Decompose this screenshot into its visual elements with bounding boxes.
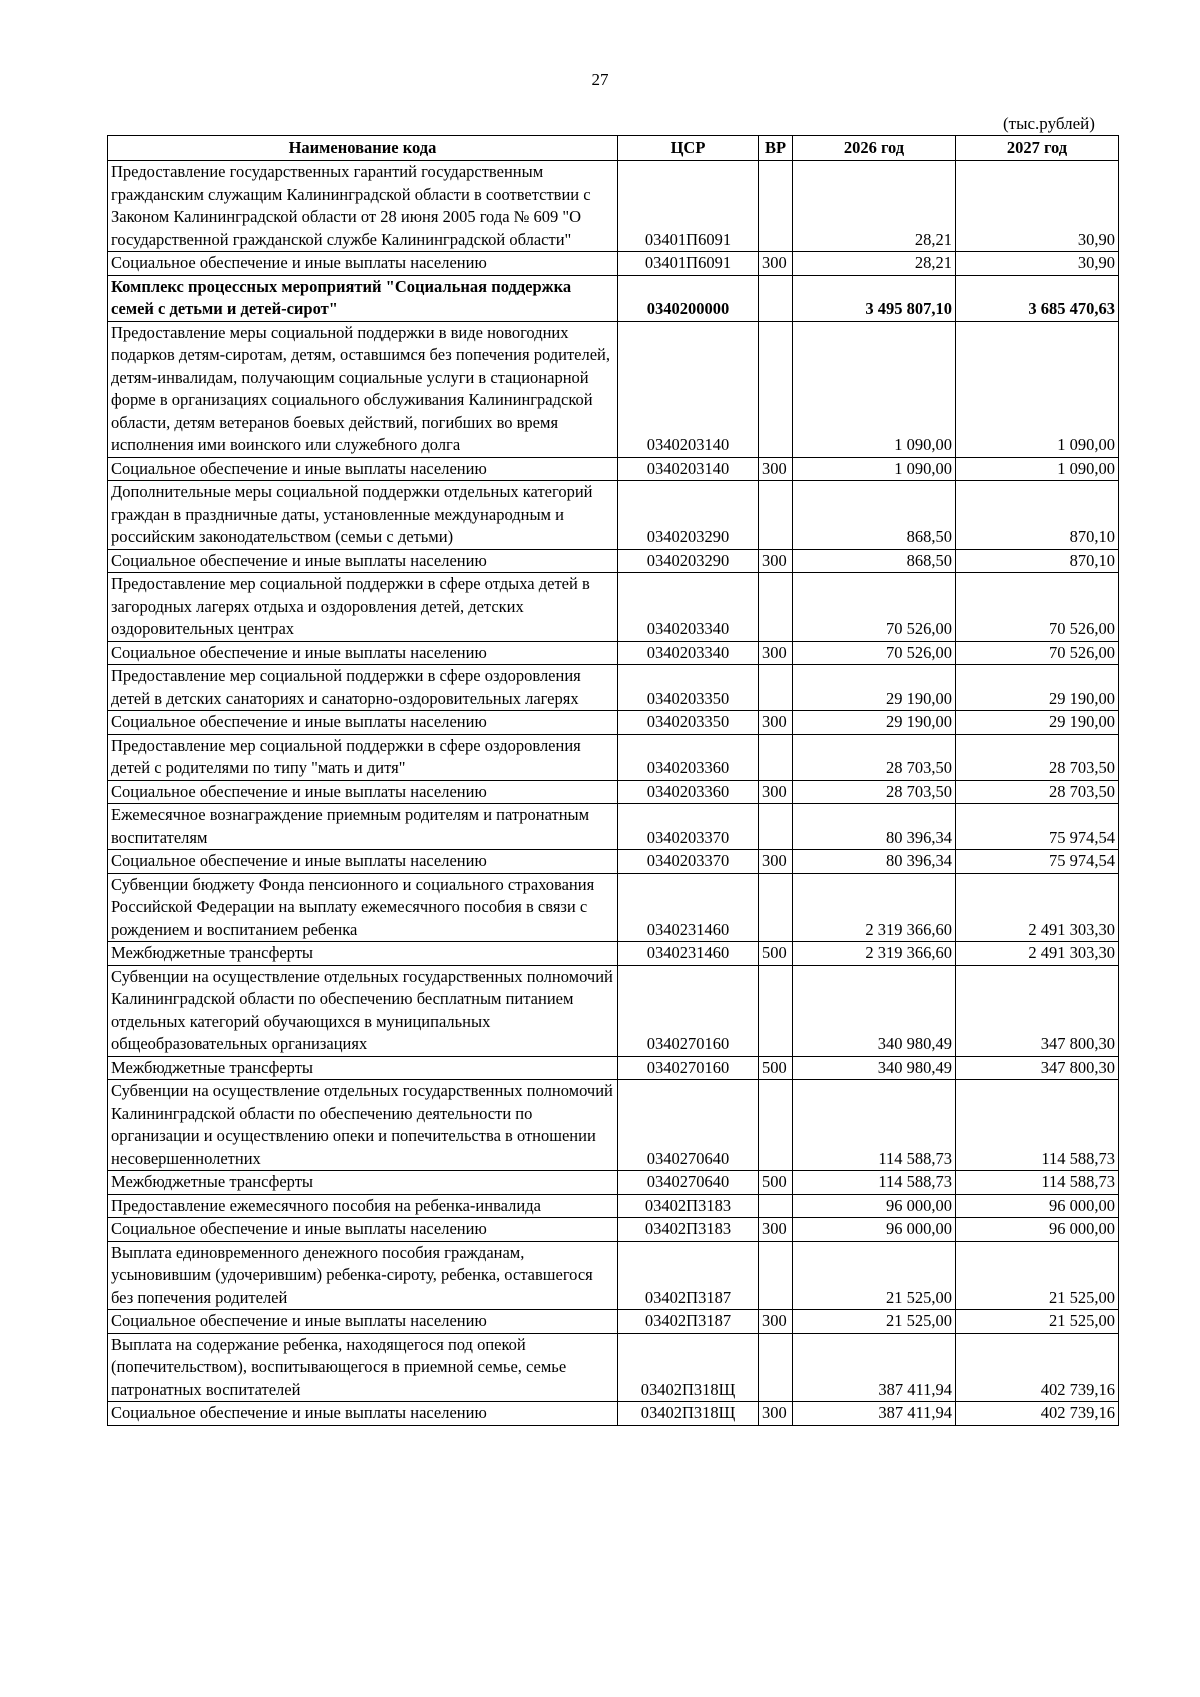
row-2027-cell: 30,90: [956, 252, 1119, 276]
row-csr-cell: 0340203360: [618, 734, 759, 780]
row-2026-cell: 28,21: [793, 252, 956, 276]
row-2026-cell: 21 525,00: [793, 1310, 956, 1334]
row-csr-cell: 0340270160: [618, 1056, 759, 1080]
row-vr-cell: [759, 481, 793, 550]
row-name-cell: Субвенции на осуществление отдельных государственных полномочий Калининградской области по обеспечению деятельности по организации и осуществлению опеки и попечительства в отношении несовершеннолетних: [108, 1080, 618, 1171]
row-name-cell: Социальное обеспечение и иные выплаты населению: [108, 1402, 618, 1426]
row-2026-cell: 28 703,50: [793, 780, 956, 804]
row-vr-cell: 500: [759, 1056, 793, 1080]
row-2027-cell: 402 739,16: [956, 1333, 1119, 1402]
row-name-cell: Социальное обеспечение и иные выплаты населению: [108, 850, 618, 874]
row-csr-cell: 0340203340: [618, 641, 759, 665]
row-csr-cell: 03402П3183: [618, 1194, 759, 1218]
row-csr-cell: 03401П6091: [618, 161, 759, 252]
row-vr-cell: [759, 965, 793, 1056]
row-2026-cell: 2 319 366,60: [793, 873, 956, 942]
row-2027-cell: 21 525,00: [956, 1241, 1119, 1310]
row-name-cell: Межбюджетные трансферты: [108, 1056, 618, 1080]
row-2026-cell: 340 980,49: [793, 965, 956, 1056]
row-2027-cell: 3 685 470,63: [956, 275, 1119, 321]
row-csr-cell: 03402П3187: [618, 1241, 759, 1310]
table-row: [108, 1241, 1119, 1310]
row-vr-cell: 300: [759, 457, 793, 481]
row-vr-cell: 300: [759, 641, 793, 665]
row-2027-cell: 114 588,73: [956, 1080, 1119, 1171]
header-2027: 2027 год: [956, 136, 1119, 161]
row-name-cell: Выплата на содержание ребенка, находящегося под опекой (попечительством), воспитывающегося в приемной семье, семье патронатных воспитателей: [108, 1333, 618, 1402]
row-2026-cell: 28 703,50: [793, 734, 956, 780]
row-2027-cell: 29 190,00: [956, 665, 1119, 711]
row-2027-cell: 1 090,00: [956, 321, 1119, 457]
table-row: [108, 457, 1119, 481]
row-2027-cell: 28 703,50: [956, 780, 1119, 804]
row-csr-cell: 03402П318Щ: [618, 1333, 759, 1402]
row-2026-cell: 70 526,00: [793, 641, 956, 665]
row-name-cell: Предоставление государственных гарантий государственным гражданским служащим Калининградской области в соответствии с Законом Калининградской области от 28 июня 2005 года № 609 "О государственной гражданской службе Калининградской области": [108, 161, 618, 252]
table-row: [108, 734, 1119, 780]
row-name-cell: Межбюджетные трансферты: [108, 942, 618, 966]
row-2026-cell: 29 190,00: [793, 665, 956, 711]
row-2026-cell: 2 319 366,60: [793, 942, 956, 966]
row-2026-cell: 3 495 807,10: [793, 275, 956, 321]
row-2026-cell: 80 396,34: [793, 804, 956, 850]
row-csr-cell: 03401П6091: [618, 252, 759, 276]
row-2027-cell: 30,90: [956, 161, 1119, 252]
row-2027-cell: 1 090,00: [956, 457, 1119, 481]
header-vr: ВР: [759, 136, 793, 161]
row-2027-cell: 402 739,16: [956, 1402, 1119, 1426]
row-2026-cell: 387 411,94: [793, 1402, 956, 1426]
header-row: [108, 136, 1119, 161]
row-name-cell: Субвенции бюджету Фонда пенсионного и социального страхования Российской Федерации на выплату ежемесячного пособия в связи с рождением и воспитанием ребенка: [108, 873, 618, 942]
row-name-cell: Комплекс процессных мероприятий "Социальная поддержка семей с детьми и детей-сирот": [108, 275, 618, 321]
units-label: (тыс.рублей): [1003, 114, 1095, 133]
row-csr-cell: 0340203360: [618, 780, 759, 804]
table-row: [108, 804, 1119, 850]
row-name-cell: Субвенции на осуществление отдельных государственных полномочий Калининградской области по обеспечению бесплатным питанием отдельных категорий обучающихся в муниципальных общеобразовательных организациях: [108, 965, 618, 1056]
row-csr-cell: 0340203290: [618, 481, 759, 550]
row-name-cell: Предоставление меры социальной поддержки в виде новогодних подарков детям-сиротам, детям, оставшимся без попечения родителей, детям-инвалидам, получающим социальные услуги в стационарной форме в организациях социального обслуживания Калининградской области, детям ветеранов боевых действий, погибших во время исполнения ими воинского или служебного долга: [108, 321, 618, 457]
row-vr-cell: [759, 573, 793, 642]
row-name-cell: Социальное обеспечение и иные выплаты населению: [108, 711, 618, 735]
row-csr-cell: 0340231460: [618, 942, 759, 966]
row-2027-cell: 96 000,00: [956, 1194, 1119, 1218]
row-vr-cell: [759, 665, 793, 711]
row-csr-cell: 0340203140: [618, 457, 759, 481]
row-2026-cell: 1 090,00: [793, 457, 956, 481]
row-2027-cell: 21 525,00: [956, 1310, 1119, 1334]
row-csr-cell: 03402П318Щ: [618, 1402, 759, 1426]
budget-table: [107, 135, 1119, 1426]
table-row: [108, 942, 1119, 966]
row-name-cell: Выплата единовременного денежного пособия гражданам, усыновившим (удочерившим) ребенка-сироту, ребенка, оставшегося без попечения родителей: [108, 1241, 618, 1310]
row-name-cell: Предоставление мер социальной поддержки в сфере оздоровления детей в детских санаториях и санаторно-оздоровительных лагерях: [108, 665, 618, 711]
row-vr-cell: 300: [759, 1310, 793, 1334]
row-name-cell: Межбюджетные трансферты: [108, 1171, 618, 1195]
row-vr-cell: [759, 873, 793, 942]
table-row: [108, 275, 1119, 321]
table-body: [108, 161, 1119, 1426]
row-2026-cell: 114 588,73: [793, 1080, 956, 1171]
row-csr-cell: 03402П3183: [618, 1218, 759, 1242]
row-2026-cell: 96 000,00: [793, 1218, 956, 1242]
row-2027-cell: 75 974,54: [956, 804, 1119, 850]
row-csr-cell: 0340203140: [618, 321, 759, 457]
row-csr-cell: 0340200000: [618, 275, 759, 321]
row-2026-cell: 340 980,49: [793, 1056, 956, 1080]
row-2026-cell: 868,50: [793, 549, 956, 573]
table-row: [108, 1056, 1119, 1080]
row-vr-cell: 300: [759, 780, 793, 804]
row-vr-cell: [759, 734, 793, 780]
row-name-cell: Социальное обеспечение и иные выплаты населению: [108, 457, 618, 481]
row-vr-cell: 500: [759, 1171, 793, 1195]
row-2026-cell: 70 526,00: [793, 573, 956, 642]
row-name-cell: Предоставление мер социальной поддержки в сфере отдыха детей в загородных лагерях отдыха и оздоровления детей, детских оздоровительных центрах: [108, 573, 618, 642]
table-row: [108, 481, 1119, 550]
header-2026: 2026 год: [793, 136, 956, 161]
row-vr-cell: [759, 275, 793, 321]
row-vr-cell: 500: [759, 942, 793, 966]
row-csr-cell: 0340231460: [618, 873, 759, 942]
row-vr-cell: 300: [759, 1402, 793, 1426]
row-csr-cell: 03402П3187: [618, 1310, 759, 1334]
row-vr-cell: 300: [759, 1218, 793, 1242]
row-2027-cell: 347 800,30: [956, 965, 1119, 1056]
row-vr-cell: [759, 1241, 793, 1310]
row-vr-cell: 300: [759, 549, 793, 573]
row-vr-cell: [759, 804, 793, 850]
row-2026-cell: 29 190,00: [793, 711, 956, 735]
row-2026-cell: 80 396,34: [793, 850, 956, 874]
row-name-cell: Ежемесячное вознаграждение приемным родителям и патронатным воспитателям: [108, 804, 618, 850]
row-2027-cell: 2 491 303,30: [956, 942, 1119, 966]
table-row: [108, 161, 1119, 252]
table-row: [108, 1310, 1119, 1334]
row-2026-cell: 28,21: [793, 161, 956, 252]
row-2027-cell: 70 526,00: [956, 641, 1119, 665]
table-row: [108, 252, 1119, 276]
row-2027-cell: 2 491 303,30: [956, 873, 1119, 942]
page-number: 27: [591, 70, 609, 89]
table-row: [108, 1333, 1119, 1402]
table-row: [108, 1171, 1119, 1195]
row-2026-cell: 1 090,00: [793, 321, 956, 457]
row-name-cell: Социальное обеспечение и иные выплаты населению: [108, 252, 618, 276]
row-2027-cell: 347 800,30: [956, 1056, 1119, 1080]
table-row: [108, 965, 1119, 1056]
row-csr-cell: 0340270160: [618, 965, 759, 1056]
row-name-cell: Социальное обеспечение и иные выплаты населению: [108, 1310, 618, 1334]
row-name-cell: Социальное обеспечение и иные выплаты населению: [108, 780, 618, 804]
header-csr: ЦСР: [618, 136, 759, 161]
row-csr-cell: 0340203350: [618, 665, 759, 711]
row-csr-cell: 0340203290: [618, 549, 759, 573]
row-2027-cell: 28 703,50: [956, 734, 1119, 780]
row-csr-cell: 0340270640: [618, 1171, 759, 1195]
row-name-cell: Социальное обеспечение и иные выплаты населению: [108, 549, 618, 573]
row-csr-cell: 0340203370: [618, 804, 759, 850]
row-name-cell: Предоставление ежемесячного пособия на ребенка-инвалида: [108, 1194, 618, 1218]
row-2026-cell: 868,50: [793, 481, 956, 550]
row-2026-cell: 96 000,00: [793, 1194, 956, 1218]
table-row: [108, 549, 1119, 573]
row-2026-cell: 21 525,00: [793, 1241, 956, 1310]
row-vr-cell: 300: [759, 252, 793, 276]
row-2027-cell: 75 974,54: [956, 850, 1119, 874]
row-name-cell: Предоставление мер социальной поддержки в сфере оздоровления детей с родителями по типу "мать и дитя": [108, 734, 618, 780]
row-2026-cell: 387 411,94: [793, 1333, 956, 1402]
row-name-cell: Социальное обеспечение и иные выплаты населению: [108, 1218, 618, 1242]
row-vr-cell: [759, 1080, 793, 1171]
row-2027-cell: 70 526,00: [956, 573, 1119, 642]
table-row: [108, 573, 1119, 642]
row-csr-cell: 0340203370: [618, 850, 759, 874]
table-row: [108, 641, 1119, 665]
table-row: [108, 1080, 1119, 1171]
table-row: [108, 1194, 1119, 1218]
row-2027-cell: 870,10: [956, 549, 1119, 573]
row-2027-cell: 114 588,73: [956, 1171, 1119, 1195]
table-row: [108, 711, 1119, 735]
row-2027-cell: 870,10: [956, 481, 1119, 550]
table-row: [108, 873, 1119, 942]
row-vr-cell: [759, 1333, 793, 1402]
row-vr-cell: 300: [759, 850, 793, 874]
header-name: Наименование кода: [108, 136, 618, 161]
table-row: [108, 850, 1119, 874]
row-2027-cell: 29 190,00: [956, 711, 1119, 735]
row-vr-cell: [759, 321, 793, 457]
row-name-cell: Дополнительные меры социальной поддержки отдельных категорий граждан в праздничные даты, установленные международным и российским законодательством (семьи с детьми): [108, 481, 618, 550]
row-csr-cell: 0340203350: [618, 711, 759, 735]
row-2026-cell: 114 588,73: [793, 1171, 956, 1195]
row-vr-cell: [759, 1194, 793, 1218]
row-csr-cell: 0340203340: [618, 573, 759, 642]
table-row: [108, 665, 1119, 711]
table-row: [108, 780, 1119, 804]
row-vr-cell: 300: [759, 711, 793, 735]
row-vr-cell: [759, 161, 793, 252]
table-row: [108, 321, 1119, 457]
row-name-cell: Социальное обеспечение и иные выплаты населению: [108, 641, 618, 665]
row-csr-cell: 0340270640: [618, 1080, 759, 1171]
table-row: [108, 1402, 1119, 1426]
row-2027-cell: 96 000,00: [956, 1218, 1119, 1242]
table-row: [108, 1218, 1119, 1242]
